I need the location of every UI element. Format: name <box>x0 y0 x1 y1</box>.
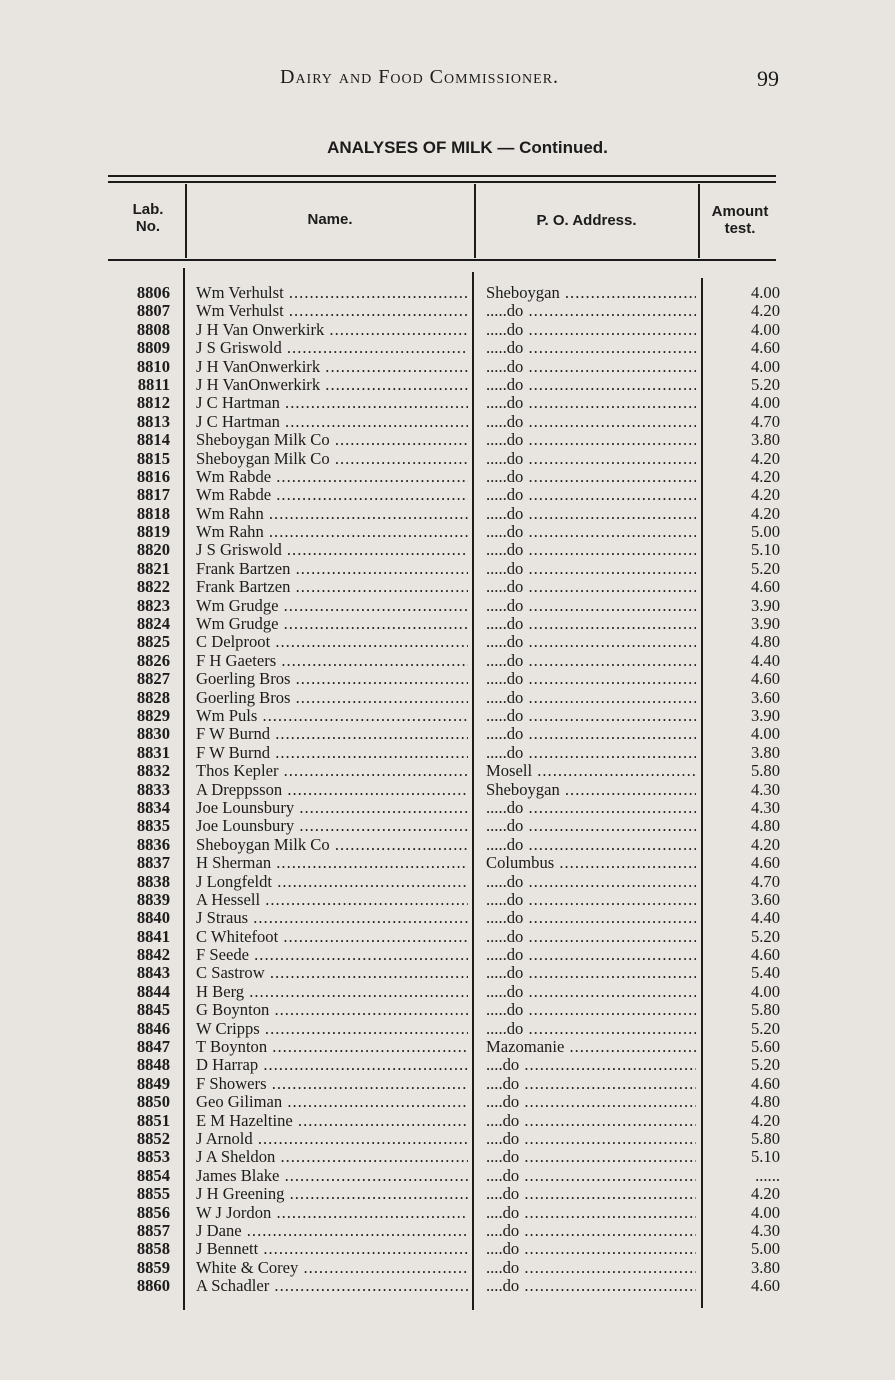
table-row <box>0 1020 895 1038</box>
address-cell: .....do ..... <box>486 817 696 835</box>
amount-cell: 4.20 <box>750 1185 780 1204</box>
header-amount-line1: Amount <box>711 203 769 220</box>
table-row <box>0 468 895 486</box>
address-cell: .....do ..... <box>486 302 696 320</box>
lab-no-cell: 8856 <box>136 1203 170 1222</box>
lab-no-cell: 8822 <box>136 578 170 597</box>
table-row <box>0 946 895 964</box>
table-row <box>0 578 895 596</box>
amount-cell: 4.00 <box>750 284 780 302</box>
name-cell: Joe Lounsbury ..... <box>196 799 468 817</box>
lab-no-cell: 8837 <box>136 854 170 873</box>
lab-no-cell: 8809 <box>136 339 170 358</box>
table-row <box>0 376 895 394</box>
lab-no-cell: 8812 <box>136 394 170 413</box>
lab-no-cell: 8836 <box>136 835 170 854</box>
amount-cell: 4.20 <box>750 449 780 468</box>
address-cell: .....do ..... <box>486 486 696 504</box>
name-cell: F W Burnd ..... <box>196 744 468 762</box>
amount-cell: 3.90 <box>750 615 780 634</box>
table-row <box>0 983 895 1001</box>
amount-cell: 3.80 <box>750 1258 780 1277</box>
header-lab-no <box>118 201 178 235</box>
amount-cell: 3.90 <box>750 596 780 615</box>
table-row <box>0 854 895 872</box>
lab-no-cell: 8811 <box>137 375 170 394</box>
address-cell: .....do ..... <box>486 652 696 670</box>
amount-cell: 4.60 <box>750 339 780 358</box>
header-name: Name. <box>307 211 353 228</box>
address-cell: .....do ..... <box>486 523 696 541</box>
address-cell: .....do ..... <box>486 633 696 651</box>
amount-cell: 4.20 <box>750 302 780 321</box>
address-cell: Mosell ..... <box>486 762 696 780</box>
address-cell: .....do ..... <box>486 725 696 743</box>
address-cell: ....do ..... <box>486 1185 696 1203</box>
amount-cell: 4.60 <box>750 578 780 597</box>
lab-no-cell: 8853 <box>136 1148 170 1167</box>
address-cell: .....do ..... <box>486 799 696 817</box>
name-cell: J H VanOnwerkirk ..... <box>196 376 468 394</box>
amount-cell: 4.60 <box>750 854 780 873</box>
lab-no-cell: 8823 <box>136 596 170 615</box>
address-cell: .....do ..... <box>486 744 696 762</box>
address-cell: ....do ..... <box>486 1167 696 1185</box>
lab-no-cell: 8828 <box>136 688 170 707</box>
lab-no-cell: 8824 <box>136 615 170 634</box>
table-row <box>0 873 895 891</box>
name-cell: Geo Giliman ..... <box>196 1093 468 1111</box>
name-cell: Goerling Bros ..... <box>196 689 468 707</box>
lab-no-cell: 8855 <box>136 1185 170 1204</box>
name-cell: Wm Rabde ..... <box>196 486 468 504</box>
amount-cell: 4.00 <box>750 357 780 376</box>
lab-no-cell: 8821 <box>136 559 170 578</box>
amount-cell: 5.10 <box>750 541 780 560</box>
address-cell: .....do ..... <box>486 376 696 394</box>
address-cell: .....do ..... <box>486 358 696 376</box>
amount-cell: 4.60 <box>750 946 780 965</box>
address-cell: ....do ..... <box>486 1130 696 1148</box>
amount-cell: 4.70 <box>750 872 780 891</box>
name-cell: J Dane ..... <box>196 1222 468 1240</box>
header-lab-line2: No. <box>135 218 161 235</box>
lab-no-cell: 8838 <box>136 872 170 891</box>
lab-no-cell: 8819 <box>136 523 170 542</box>
address-cell: .....do ..... <box>486 431 696 449</box>
amount-cell: 5.80 <box>750 762 780 781</box>
name-cell: E M Hazeltine ..... <box>196 1112 468 1130</box>
name-cell: Wm Grudge ..... <box>196 615 468 633</box>
lab-no-cell: 8825 <box>136 633 170 652</box>
lab-no-cell: 8859 <box>136 1258 170 1277</box>
lab-no-cell: 8849 <box>136 1074 170 1093</box>
name-cell: C Sastrow ..... <box>196 964 468 982</box>
table-row <box>0 302 895 320</box>
amount-cell: 4.70 <box>750 412 780 431</box>
address-cell: Columbus ..... <box>486 854 696 872</box>
lab-no-cell: 8815 <box>136 449 170 468</box>
table-row <box>0 450 895 468</box>
table-title <box>0 138 895 158</box>
table-row <box>0 652 895 670</box>
address-cell: ....do ..... <box>486 1277 696 1295</box>
address-cell: ....do ..... <box>486 1204 696 1222</box>
table-row <box>0 394 895 412</box>
address-cell: Sheboygan ..... <box>486 284 696 302</box>
amount-cell: 5.20 <box>750 1019 780 1038</box>
table-row <box>0 1056 895 1074</box>
address-cell: ....do ..... <box>486 1056 696 1074</box>
lab-no-cell: 8810 <box>136 357 170 376</box>
address-cell: .....do ..... <box>486 413 696 431</box>
name-cell: G Boynton ..... <box>196 1001 468 1019</box>
table-row <box>0 523 895 541</box>
name-cell: F H Gaeters ..... <box>196 652 468 670</box>
table-row <box>0 1204 895 1222</box>
name-cell: J H Greening ..... <box>196 1185 468 1203</box>
name-cell: J H Van Onwerkirk ..... <box>196 321 468 339</box>
lab-no-cell: 8831 <box>136 743 170 762</box>
name-cell: C Whitefoot ..... <box>196 928 468 946</box>
table-row <box>0 284 895 302</box>
header-lab-line1: Lab. <box>132 201 164 218</box>
lab-no-cell: 8813 <box>136 412 170 431</box>
name-cell: J Longfeldt ..... <box>196 873 468 891</box>
amount-cell: 4.40 <box>750 909 780 928</box>
address-cell: .....do ..... <box>486 670 696 688</box>
name-cell: H Sherman ..... <box>196 854 468 872</box>
lab-no-cell: 8816 <box>136 467 170 486</box>
name-cell: James Blake ..... <box>196 1167 468 1185</box>
table-row <box>0 541 895 559</box>
table-row <box>0 1075 895 1093</box>
address-cell: .....do ..... <box>486 615 696 633</box>
table-row <box>0 909 895 927</box>
lab-no-cell: 8835 <box>136 817 170 836</box>
amount-cell: 4.20 <box>750 467 780 486</box>
name-cell: Wm Puls ..... <box>196 707 468 725</box>
name-cell: Wm Rahn ..... <box>196 523 468 541</box>
address-cell: .....do ..... <box>486 1001 696 1019</box>
address-cell: .....do ..... <box>486 707 696 725</box>
lab-no-cell: 8818 <box>136 504 170 523</box>
amount-cell: 5.20 <box>750 927 780 946</box>
lab-no-cell: 8826 <box>136 651 170 670</box>
header-amount <box>699 203 781 237</box>
lab-no-cell: 8845 <box>136 1001 170 1020</box>
amount-cell: 5.00 <box>750 523 780 542</box>
amount-cell: 3.60 <box>750 688 780 707</box>
lab-no-cell: 8852 <box>136 1129 170 1148</box>
address-cell: .....do ..... <box>486 394 696 412</box>
address-cell: .....do ..... <box>486 1020 696 1038</box>
name-cell: J H VanOnwerkirk ..... <box>196 358 468 376</box>
name-cell: Sheboygan Milk Co ..... <box>196 431 468 449</box>
table-row <box>0 964 895 982</box>
lab-no-cell: 8842 <box>136 946 170 965</box>
name-cell: A Schadler ..... <box>196 1277 468 1295</box>
table-row <box>0 1001 895 1019</box>
address-cell: .....do ..... <box>486 873 696 891</box>
name-cell: Frank Bartzen ..... <box>196 578 468 596</box>
table-row <box>0 1112 895 1130</box>
lab-no-cell: 8814 <box>136 431 170 450</box>
address-cell: .....do ..... <box>486 983 696 1001</box>
table-row <box>0 431 895 449</box>
amount-cell: 4.20 <box>750 1111 780 1130</box>
lab-no-cell: 8832 <box>136 762 170 781</box>
table-row <box>0 633 895 651</box>
table-title-text: ANALYSES OF MILK — Continued. <box>327 138 608 157</box>
address-cell: .....do ..... <box>486 450 696 468</box>
amount-cell: 4.00 <box>750 725 780 744</box>
amount-cell: 5.00 <box>750 1240 780 1259</box>
table-row <box>0 1240 895 1258</box>
amount-cell: 4.40 <box>750 651 780 670</box>
name-cell: W Cripps ..... <box>196 1020 468 1038</box>
address-cell: ....do ..... <box>486 1075 696 1093</box>
lab-no-cell: 8808 <box>136 320 170 339</box>
address-cell: .....do ..... <box>486 946 696 964</box>
table-row <box>0 505 895 523</box>
table-row <box>0 615 895 633</box>
amount-cell: ...... <box>755 1166 780 1185</box>
lab-no-cell: 8833 <box>136 780 170 799</box>
address-cell: ....do ..... <box>486 1259 696 1277</box>
lab-no-cell: 8807 <box>136 302 170 321</box>
address-cell: .....do ..... <box>486 468 696 486</box>
address-cell: .....do ..... <box>486 321 696 339</box>
amount-cell: 4.20 <box>750 504 780 523</box>
header-address: P. O. Address. <box>536 212 637 229</box>
lab-no-cell: 8844 <box>136 982 170 1001</box>
amount-cell: 4.60 <box>750 1074 780 1093</box>
lab-no-cell: 8817 <box>136 486 170 505</box>
address-cell: ....do ..... <box>486 1222 696 1240</box>
name-cell: J Arnold ..... <box>196 1130 468 1148</box>
table-row <box>0 928 895 946</box>
amount-cell: 4.20 <box>750 835 780 854</box>
table-row <box>0 744 895 762</box>
lab-no-cell: 8847 <box>136 1038 170 1057</box>
amount-cell: 4.80 <box>750 633 780 652</box>
address-cell: .....do ..... <box>486 928 696 946</box>
table-row <box>0 413 895 431</box>
table-row <box>0 1093 895 1111</box>
address-cell: ....do ..... <box>486 1240 696 1258</box>
lab-no-cell: 8830 <box>136 725 170 744</box>
header-bottom-rule <box>108 259 776 261</box>
name-cell: Sheboygan Milk Co ..... <box>196 836 468 854</box>
table-row <box>0 799 895 817</box>
name-cell: H Berg ..... <box>196 983 468 1001</box>
lab-no-cell: 8850 <box>136 1093 170 1112</box>
lab-no-cell: 8860 <box>136 1277 170 1296</box>
table-row <box>0 560 895 578</box>
name-cell: D Harrap ..... <box>196 1056 468 1074</box>
name-cell: F Showers ..... <box>196 1075 468 1093</box>
name-cell: J Bennett ..... <box>196 1240 468 1258</box>
address-cell: .....do ..... <box>486 836 696 854</box>
amount-cell: 5.80 <box>750 1129 780 1148</box>
amount-cell: 4.00 <box>750 1203 780 1222</box>
header-top-rule-2 <box>108 181 776 183</box>
name-cell: J Straus ..... <box>196 909 468 927</box>
amount-cell: 4.60 <box>750 1277 780 1296</box>
lab-no-cell: 8848 <box>136 1056 170 1075</box>
amount-cell: 5.20 <box>750 375 780 394</box>
name-cell: Frank Bartzen ..... <box>196 560 468 578</box>
name-cell: A Dreppsson ..... <box>196 781 468 799</box>
page-number: 99 <box>757 66 779 91</box>
name-cell: Wm Verhulst ..... <box>196 284 468 302</box>
name-cell: Wm Grudge ..... <box>196 597 468 615</box>
table-row <box>0 486 895 504</box>
running-head <box>0 66 895 96</box>
lab-no-cell: 8820 <box>136 541 170 560</box>
lab-no-cell: 8839 <box>136 890 170 909</box>
table-row <box>0 339 895 357</box>
address-cell: .....do ..... <box>486 689 696 707</box>
amount-cell: 4.30 <box>750 798 780 817</box>
table-row <box>0 689 895 707</box>
table-row <box>0 781 895 799</box>
amount-cell: 3.90 <box>750 706 780 725</box>
amount-cell: 4.60 <box>750 670 780 689</box>
amount-cell: 3.80 <box>750 431 780 450</box>
header-amount-line2: test. <box>724 220 756 237</box>
amount-cell: 5.60 <box>750 1038 780 1057</box>
table-row <box>0 1222 895 1240</box>
address-cell: Mazomanie ..... <box>486 1038 696 1056</box>
amount-cell: 4.80 <box>750 817 780 836</box>
amount-cell: 4.30 <box>750 780 780 799</box>
name-cell: J S Griswold ..... <box>196 541 468 559</box>
address-cell: .....do ..... <box>486 597 696 615</box>
name-cell: Wm Rahn ..... <box>196 505 468 523</box>
amount-cell: 4.00 <box>750 320 780 339</box>
name-cell: T Boynton ..... <box>196 1038 468 1056</box>
amount-cell: 5.10 <box>750 1148 780 1167</box>
amount-cell: 4.30 <box>750 1221 780 1240</box>
address-cell: .....do ..... <box>486 505 696 523</box>
name-cell: W J Jordon ..... <box>196 1204 468 1222</box>
address-cell: ....do ..... <box>486 1093 696 1111</box>
amount-cell: 3.80 <box>750 743 780 762</box>
name-cell: J S Griswold ..... <box>196 339 468 357</box>
lab-no-cell: 8841 <box>136 927 170 946</box>
name-cell: C Delproot ..... <box>196 633 468 651</box>
lab-no-cell: 8854 <box>136 1166 170 1185</box>
amount-cell: 5.20 <box>750 1056 780 1075</box>
name-cell: A Hessell ..... <box>196 891 468 909</box>
table-row <box>0 1038 895 1056</box>
address-cell: Sheboygan ..... <box>486 781 696 799</box>
table-row <box>0 1167 895 1185</box>
table-row <box>0 1148 895 1166</box>
name-cell: F Seede ..... <box>196 946 468 964</box>
name-cell: Joe Lounsbury ..... <box>196 817 468 835</box>
table-row <box>0 1277 895 1295</box>
name-cell: J C Hartman ..... <box>196 394 468 412</box>
lab-no-cell: 8840 <box>136 909 170 928</box>
table-row <box>0 597 895 615</box>
amount-cell: 5.80 <box>750 1001 780 1020</box>
running-title: Dairy and Food Commissioner. <box>280 66 560 88</box>
lab-no-cell: 8827 <box>136 670 170 689</box>
lab-no-cell: 8857 <box>136 1221 170 1240</box>
name-cell: White & Corey ..... <box>196 1259 468 1277</box>
lab-no-cell: 8846 <box>136 1019 170 1038</box>
lab-no-cell: 8806 <box>136 284 170 302</box>
table-row <box>0 762 895 780</box>
table-row <box>0 891 895 909</box>
lab-no-cell: 8851 <box>136 1111 170 1130</box>
name-cell: J A Sheldon ..... <box>196 1148 468 1166</box>
table-row <box>0 707 895 725</box>
amount-cell: 4.20 <box>750 486 780 505</box>
address-cell: .....do ..... <box>486 578 696 596</box>
amount-cell: 5.20 <box>750 559 780 578</box>
amount-cell: 4.00 <box>750 394 780 413</box>
amount-cell: 5.40 <box>750 964 780 983</box>
name-cell: Goerling Bros ..... <box>196 670 468 688</box>
table-row <box>0 358 895 376</box>
table-row <box>0 1259 895 1277</box>
header-top-rule <box>108 175 776 177</box>
table-row <box>0 836 895 854</box>
amount-cell: 3.60 <box>750 890 780 909</box>
name-cell: Wm Verhulst ..... <box>196 302 468 320</box>
table-row <box>0 321 895 339</box>
lab-no-cell: 8834 <box>136 798 170 817</box>
table-row <box>0 670 895 688</box>
address-cell: .....do ..... <box>486 909 696 927</box>
table-row <box>0 817 895 835</box>
table-row <box>0 1185 895 1203</box>
address-cell: .....do ..... <box>486 964 696 982</box>
name-cell: Thos Kepler ..... <box>196 762 468 780</box>
lab-no-cell: 8858 <box>136 1240 170 1259</box>
name-cell: F W Burnd ..... <box>196 725 468 743</box>
amount-cell: 4.00 <box>750 982 780 1001</box>
address-cell: ....do ..... <box>486 1112 696 1130</box>
address-cell: .....do ..... <box>486 891 696 909</box>
table-row <box>0 725 895 743</box>
lab-no-cell: 8829 <box>136 706 170 725</box>
address-cell: ....do ..... <box>486 1148 696 1166</box>
table-row <box>0 1130 895 1148</box>
amount-cell: 4.80 <box>750 1093 780 1112</box>
address-cell: .....do ..... <box>486 541 696 559</box>
name-cell: J C Hartman ..... <box>196 413 468 431</box>
analysis-rows <box>0 284 895 1295</box>
address-cell: .....do ..... <box>486 560 696 578</box>
name-cell: Wm Rabde ..... <box>196 468 468 486</box>
lab-no-cell: 8843 <box>136 964 170 983</box>
address-cell: .....do ..... <box>486 339 696 357</box>
name-cell: Sheboygan Milk Co ..... <box>196 450 468 468</box>
